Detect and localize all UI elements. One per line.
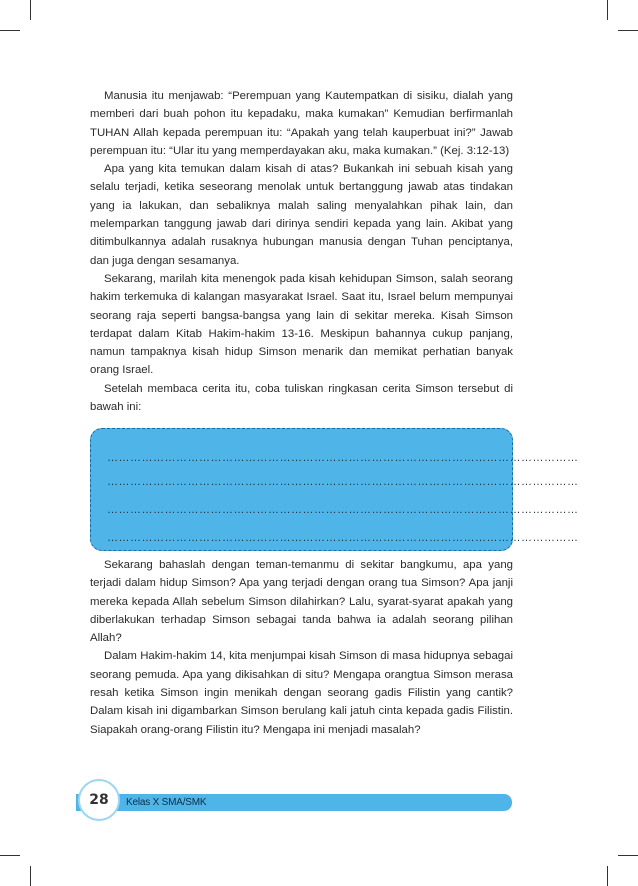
paragraph: Dalam Hakim-hakim 14, kita menjumpai kisah Simson di masa hidupnya sebagai seorang pemuda. Apa yang dikisahkan di situ? Mengapa orangtua Simson merasa resah ketika Simson ingin menikah dengan seorang gadis Filistin yang cantik? Dalam kisah ini digambarkan Simson berulang kali jatuh cinta kepada gadis Filistin. Siapakah orang-orang Filistin itu? Mengapa ini menjadi masalah? [90, 650, 513, 736]
page-number-badge [78, 779, 120, 821]
paragraph: Sekarang, marilah kita menengok pada kisah kehidupan Simson, salah seorang hakim terkemuka di kalangan masyarakat Israel. Saat itu, Israel belum mempunyai seorang raja seperti bangsa-bangsa yang lain di sekitar mereka. Kisah Simson terdapat dalam Kitab Hakim-hakim 13-16. Meskipun bahannya cukup panjang, namun tampaknya kisah hidup Simson menarik dan memikat perhatian banyak orang Israel. [90, 272, 513, 377]
paragraph: Setelah membaca cerita itu, coba tuliskan ringkasan cerita Simson tersebut di bawah ini: [90, 382, 513, 414]
crop-mark [0, 30, 20, 31]
summary-writing-box[interactable] [90, 428, 579, 551]
body-text-top [90, 87, 513, 416]
crop-mark [618, 30, 638, 31]
dotted-writing-line[interactable]: …………………………………………………………………………………………………………… [107, 452, 579, 464]
crop-mark [30, 0, 31, 20]
paragraph: Apa yang kita temukan dalam kisah di atas? Bukankah ini sebuah kisah yang selalu terjadi, ketika seseorang menolak untuk bertanggung jawab atas tindakan yang ia lakukan, dan sebaliknya malah saling menyalahkan pihak lain, dan melemparkan tanggung jawab dari dirinya sendiri kepada yang lain. Akibat yang ditimbulkannya adalah rusaknya hubungan manusia dengan Tuhan penciptanya, dan juga dengan sesamanya. [90, 163, 513, 267]
dotted-writing-line[interactable]: …………………………………………………………………………………………………………… [107, 476, 579, 488]
paragraph: Manusia itu menjawab: “Perempuan yang Kautempatkan di sisiku, dialah yang memberi dari buah pohon itu kepadaku, maka kumakan” Kemudian berfirmanlah TUHAN Allah kepada perempuan itu: “Apakah yang telah kauperbuat ini?” Jawab perempuan itu: “Ular itu yang memperdayakan aku, maka kumakan.” (Kej. 3:12-13) [90, 90, 513, 157]
crop-mark [0, 855, 20, 856]
paragraph: Sekarang bahaslah dengan teman-temanmu di sekitar bangkumu, apa yang terjadi dalam hidup Simson? Apa yang terjadi dengan orang tua Simson? Apa janji mereka kepada Allah sebelum Simson dilahirkan? Lalu, syarat-syarat apakah yang diberlakukan terhadap Simson sebagai tanda bahwa ia adalah seorang pilihan Allah? [90, 559, 513, 645]
page-number: 28 [89, 792, 109, 808]
body-text-bottom [90, 556, 513, 739]
dotted-writing-line[interactable]: …………………………………………………………………………………………………………… [107, 532, 579, 544]
dotted-writing-line[interactable]: …………………………………………………………………………………………………………… [107, 504, 579, 516]
crop-mark [607, 866, 608, 886]
crop-mark [618, 855, 638, 856]
book-title: Kelas X SMA/SMK [126, 797, 207, 808]
crop-mark [607, 0, 608, 20]
crop-mark [30, 866, 31, 886]
